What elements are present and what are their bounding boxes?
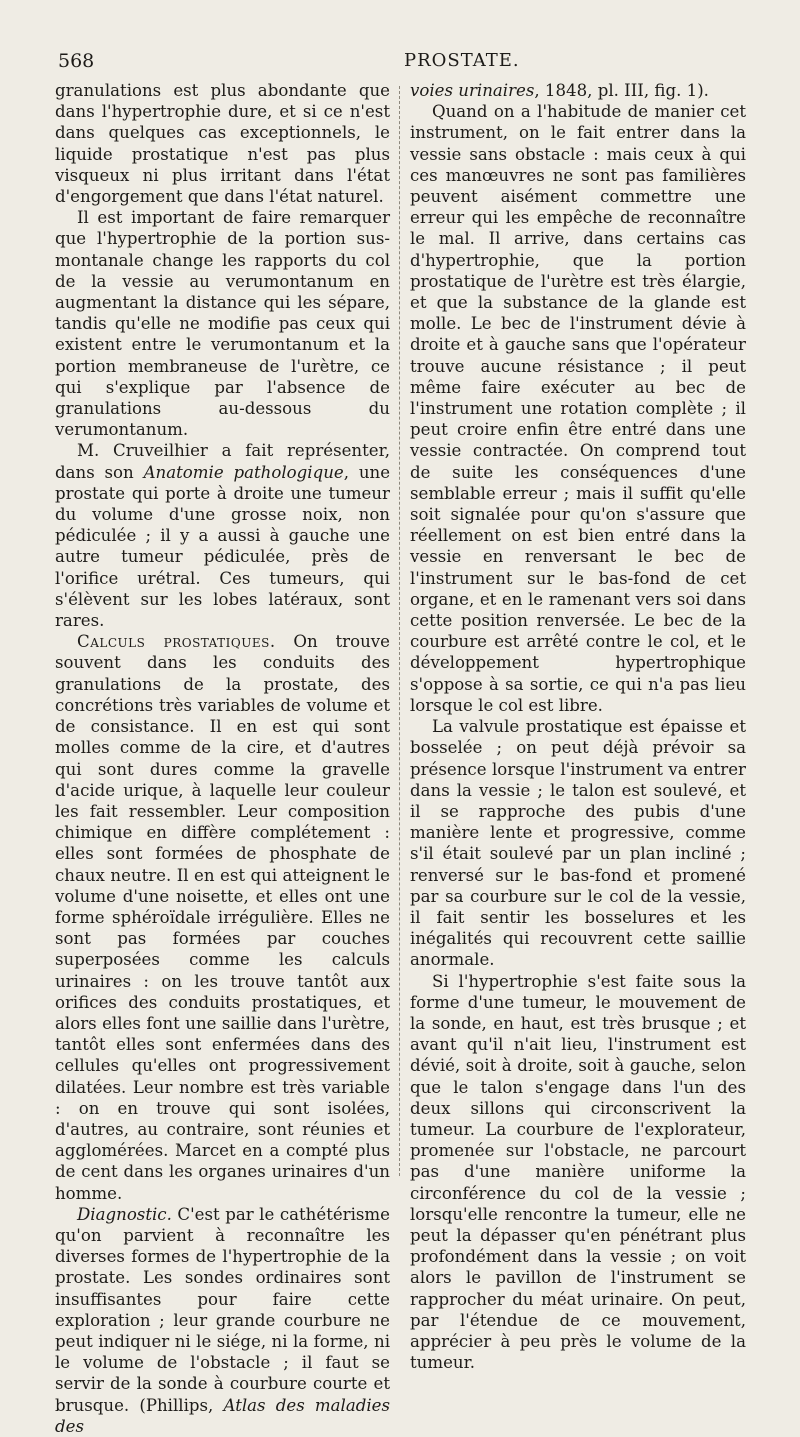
paragraph: [55, 1204, 390, 1437]
left-column: [55, 80, 390, 1437]
text-run: C'est par le cathétérisme qu'on parvient à reconnaître les diverses formes de l'hypertrophie de la prostate. Les sondes ordinaires sont insuffisantes pour faire cette exploration ; leur grande courbure ne peut indiquer ni le siége, ni la forme, ni le volume de l'obstacle ; il faut se servir de la sonde à courbure courte et brusque. (Phillips,: [55, 1204, 390, 1415]
running-head: PROSTATE.: [404, 50, 520, 71]
italic-title: voies urinaires: [410, 81, 535, 100]
text-run: , une prostate qui porte à droite une tumeur du volume d'une grosse noix, non pédiculée ; il y a aussi à gauche une autre tumeur pédiculée, près de l'orifice urétral. Ces tumeurs, qui s'élèvent sur les lobes latéraux, sont rares.: [55, 462, 391, 631]
paragraph: granulations est plus abondante que dans l'hypertrophie dure, et si ce n'est dans quelques cas exceptionnels, le liquide prostatique n'est pas plus visqueux ni plus irritant dans l'état d'engorgement que dans l'état naturel.: [55, 81, 390, 207]
italic-title: Atlas des maladies des: [55, 1395, 390, 1436]
italic-title: Anatomie pathologique: [143, 462, 344, 482]
page-number: 568: [58, 50, 95, 72]
column-divider: [399, 86, 400, 1176]
text-run: On trouve souvent dans les conduits des granulations de la prostate, des concrétions très variables de volume et de consistance. Il en est qui sont molles comme de la cire, et d'autres qui sont dures comme la gravelle d'acide urique, à laquelle leur couleur les fait ressembler. Leur composition chimique en diffère complétement : elles sont formées de phosphate de chaux neutre. Il en est qui atteignent le volume d'une noisette, et elles ont une forme sphéroïdale irrégulière. Elles ne sont pas formées par couches superposées comme les calculs urinaires : on les trouve tantôt aux orifices des conduits prostatiques, et alors elles font une saillie dans l'urètre, tantôt elles sont enfermées dans des cellules qu'elles ont progressivement dilatées. Leur nombre est très variable : on en trouve qui sont isolées, d'autres, au contraire, sont réunies et agglomérées. Marcet en a compté plus de cent dans les organes urinaires d'un homme.: [55, 632, 390, 1203]
text-run: M. Cruveilhier a fait représenter, dans son: [55, 441, 390, 482]
text-run: , 1848, pl. III, fig. 1).: [534, 81, 709, 100]
paragraph: La valvule prostatique est épaisse et bosselée ; on peut déjà prévoir sa présence lorsque l'instrument va entrer dans la vessie ; le talon est soulevé, et il se rapproche des pubis d'une manière lente et progressive, comme s'il était soulevé par un plan incliné ; renversé sur le bas-fond et promené par sa courbure sur le col de la vessie, il fait sentir les bosselures et les inégalités qui recouvrent cette saillie anormale.: [410, 717, 746, 970]
page-header: [52, 46, 760, 76]
section-heading: Calculs prostatiques.: [77, 632, 276, 652]
paragraph: [55, 440, 390, 631]
paragraph: Si l'hypertrophie s'est faite sous la forme d'une tumeur, le mouvement de la sonde, en haut, est très brusque ; et avant qu'il n'ait lieu, l'instrument est dévié, soit à droite, soit à gauche, selon que le talon s'engage dans l'un des deux sillons qui circonscrivent la tumeur. La courbure de l'explorateur, promenée sur l'obstacle, ne parcourt pas d'une manière uniforme la circonférence du col de la vessie ; lorsqu'elle rencontre la tumeur, elle ne peut la dépasser qu'en pénétrant plus profondément dans la vessie ; on voit alors le pavillon de l'instrument se rapprocher du méat urinaire. On peut, par l'étendue de ce mouvement, apprécier à peu près le volume de la tumeur.: [410, 971, 746, 1373]
right-column: [410, 80, 746, 1373]
paragraph: [410, 80, 746, 101]
paragraph: Il est important de faire remarquer que l'hypertrophie de la portion sus-montanale change les rapports du col de la vessie au verumontanum en augmentant la distance qui les sépare, tandis qu'elle ne modifie pas ceux qui existent entre le verumontanum et la portion membraneuse de l'urètre, ce qui s'explique par l'absence de granulations au-dessous du verumontanum.: [55, 208, 390, 440]
paragraph: [55, 631, 390, 1203]
paragraph: Quand on a l'habitude de manier cet instrument, on le fait entrer dans la vessie sans obstacle : mais ceux à qui ces manœuvres ne sont pas familières peuvent aisément commettre une erreur qui les empêche de reconnaître le mal. Il arrive, dans certains cas d'hypertrophie, que la portion prostatique de l'urètre est très élargie, et que la substance de la glande est molle. Le bec de l'instrument dévie à droite et à gauche sans que l'opérateur trouve aucune résistance ; il peut même faire exécuter au bec de l'instrument une rotation complète ; il peut croire enfin être entré dans une vessie contractée. On comprend tout de suite les conséquences d'une semblable erreur ; mais il suffit qu'elle soit signalée pour qu'on s'assure que réellement on est bien entré dans la vessie en renversant le bec de l'instrument sur le bas-fond de cet organe, et en le ramenant vers soi dans cette position renversée. Le bec de la courbure est arrêté contre le col, et le développement hypertrophique s'oppose à sa sortie, ce qui n'a pas lieu lorsque le col est libre.: [410, 102, 746, 715]
section-heading: Diagnostic.: [77, 1204, 172, 1224]
